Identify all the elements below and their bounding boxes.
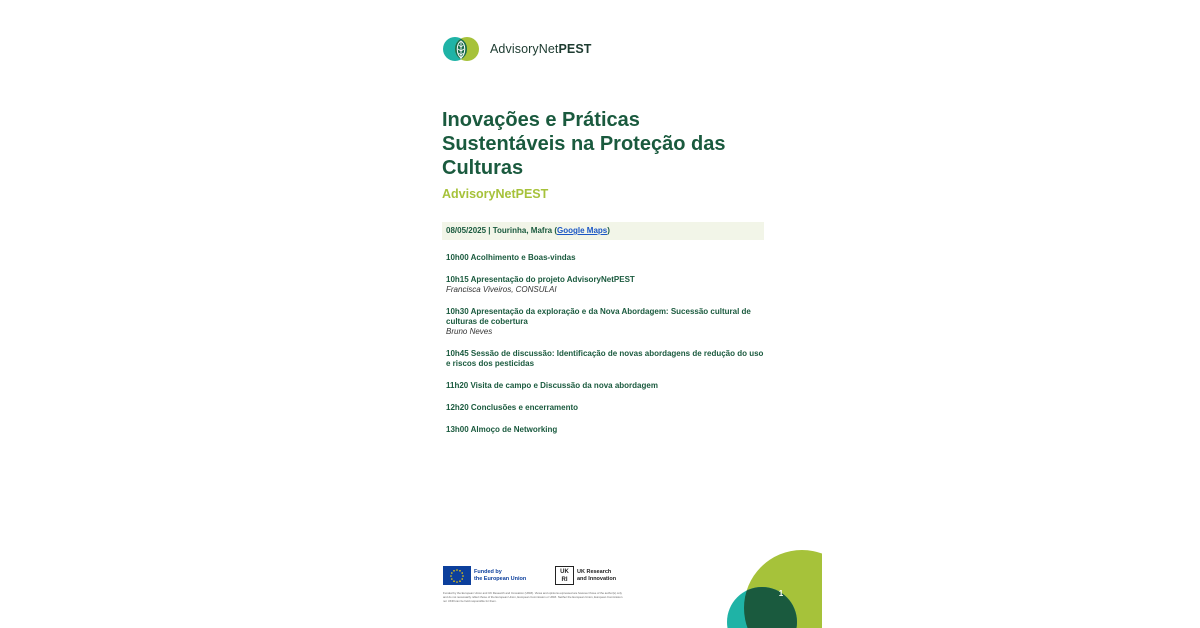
agenda-item xyxy=(446,253,764,263)
logo-text-regular: AdvisoryNet xyxy=(490,42,559,56)
logo-text-bold: PEST xyxy=(558,42,592,56)
event-date-location xyxy=(442,222,764,240)
agenda-item-title: 13h00 Almoço de Networking xyxy=(446,425,558,434)
eu-flag-icon xyxy=(443,566,471,585)
date-location-close: ) xyxy=(607,226,610,235)
funding-disclaimer: Funded by the European Union and UK Research and Innovation (UKRI). Views and opinions expressed are however those of the author(s) only and do not necessarily reflect those of the European Union, European Commission or UKRI. Neither the European Union, European Commission nor UKRI can be held responsible for them. xyxy=(443,591,623,603)
page-subtitle: AdvisoryNetPEST xyxy=(442,187,549,201)
eu-funding-line2: the European Union xyxy=(474,575,527,582)
agenda-item-title: 11h20 Visita de campo e Discussão da nova abordagem xyxy=(446,381,658,390)
logo xyxy=(442,34,592,64)
page-number: 1 xyxy=(778,589,784,598)
page-title: Inovações e Práticas Sustentáveis na Proteção das Culturas xyxy=(442,109,726,179)
google-maps-link[interactable]: Google Maps xyxy=(557,226,608,235)
agenda-item xyxy=(446,381,764,391)
ukri-line2: and Innovation xyxy=(577,575,617,582)
agenda-item xyxy=(446,403,764,413)
agenda-item xyxy=(446,349,764,369)
agenda-item-speaker: Francisca Viveiros, CONSULAI xyxy=(446,285,557,294)
eu-funding-logo xyxy=(443,566,526,585)
ukri-logo xyxy=(555,566,616,585)
ukri-logo-icon xyxy=(555,566,574,585)
ukri-box-top: UK xyxy=(560,568,569,575)
agenda-item-title: 12h20 Conclusões e encerramento xyxy=(446,403,579,412)
decorative-circles xyxy=(722,548,822,628)
agenda-item xyxy=(446,275,764,295)
logo-text xyxy=(490,42,592,56)
agenda-item xyxy=(446,425,764,435)
agenda-item-title: 10h00 Acolhimento e Boas-vindas xyxy=(446,253,576,262)
ukri-box-bottom: RI xyxy=(561,576,568,583)
document-page xyxy=(378,0,822,628)
ukri-line1: UK Research xyxy=(577,568,612,575)
agenda-item-title: 10h15 Apresentação do projeto AdvisoryNetPEST xyxy=(446,275,635,284)
agenda-list xyxy=(446,253,764,447)
date-location-text: 08/05/2025 | Tourinha, Mafra ( xyxy=(446,226,558,235)
eu-funding-line1: Funded by xyxy=(474,568,502,575)
eu-funding-text xyxy=(474,569,526,583)
ukri-text xyxy=(577,569,616,583)
agenda-item-title: 10h30 Apresentação da exploração e da Nova Abordagem: Sucessão cultural de culturas de cobertura xyxy=(446,307,751,326)
leaf-icon xyxy=(442,34,482,64)
agenda-item-title: 10h45 Sessão de discussão: Identificação de novas abordagens de redução do uso e riscos dos pesticidas xyxy=(446,349,764,368)
agenda-item xyxy=(446,307,764,337)
agenda-item-speaker: Bruno Neves xyxy=(446,327,493,336)
